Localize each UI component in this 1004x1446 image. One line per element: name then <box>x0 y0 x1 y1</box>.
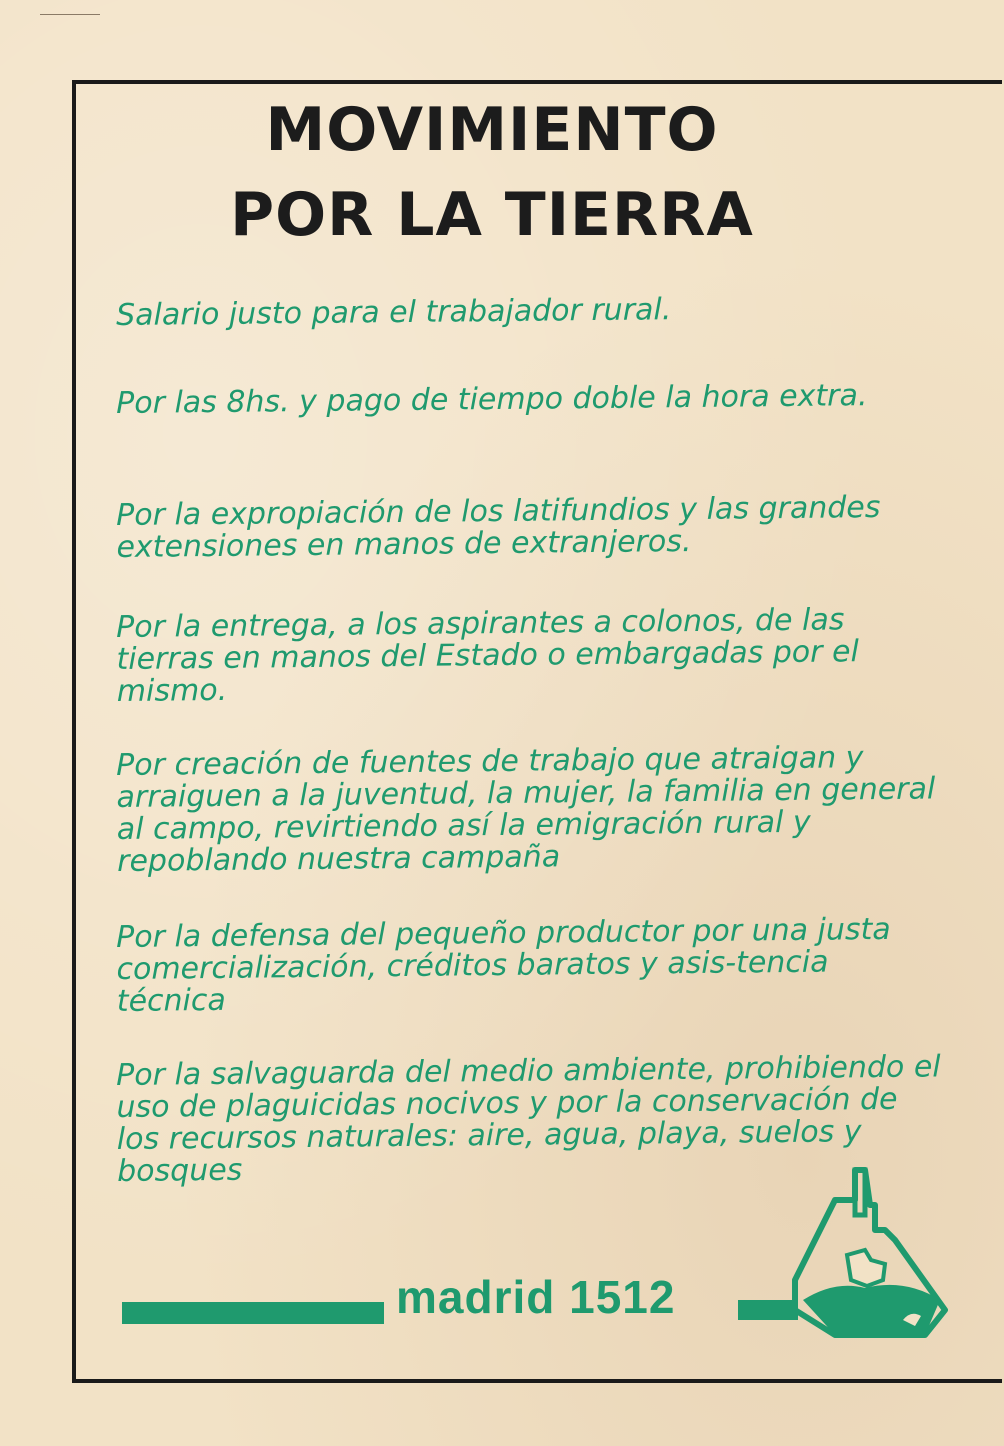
title-line-2: POR LA TIERRA <box>230 180 754 250</box>
footer-text: madrid 1512 <box>396 1271 676 1323</box>
demand-item-6: Por la defensa del pequeño productor por una justa comercialización, créditos baratos y asis-tencia técnica <box>115 911 891 1019</box>
footer-bar-left <box>122 1302 384 1324</box>
land-map-logo-icon <box>775 1160 960 1350</box>
demand-item-7: Por la salvaguarda del medio ambiente, prohibiendo el uso de plaguicidas nocivos y por la conservación de los recursos naturales: aire, agua, playa, suelos y bosques <box>115 1049 941 1189</box>
demand-item-4: Por la entrega, a los aspirantes a colonos, de las tierras en manos del Estado o embargadas por el mismo. <box>115 602 860 709</box>
demand-item-2: Por las 8hs. y pago de tiempo doble la hora extra. <box>115 378 868 421</box>
demand-item-3: Por la expropiación de los latifundios y las grandes extensiones en manos de extranjeros. <box>115 489 881 565</box>
demand-item-5: Por creación de fuentes de trabajo que atraigan y arraiguen a la juventud, la mujer, la familia en general al campo, revirtiendo así la emigración rural y repoblando nuestra campaña <box>115 740 936 879</box>
title-line-1: MOVIMIENTO <box>265 95 719 165</box>
demand-item-1: Salario justo para el trabajador rural. <box>115 292 672 333</box>
page-edge-line <box>40 14 100 15</box>
